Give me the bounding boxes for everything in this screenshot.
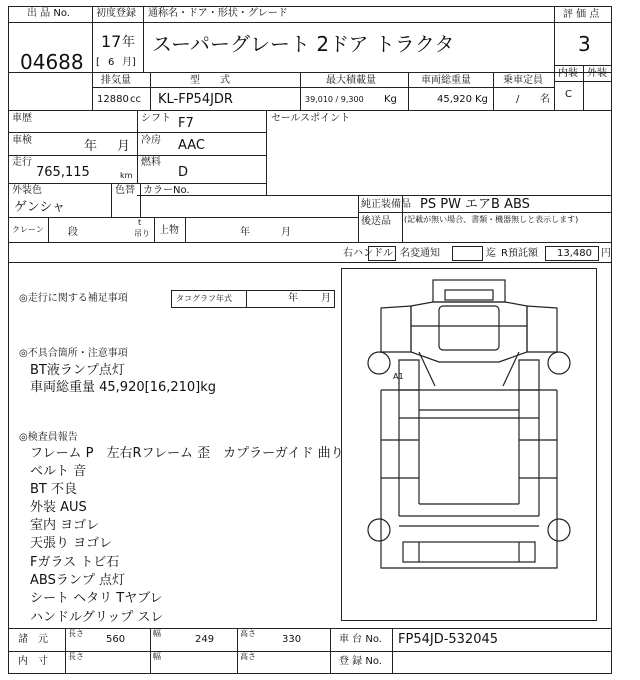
inner-height-label: 高さ [240,652,256,661]
color-change-label: 色替 [115,185,135,196]
mileage-label: 走行 [12,157,32,168]
model-name-label: 通称名・ドア・形状・グレード [148,8,288,19]
tacho-month: 月 [321,293,331,304]
model-code: KL-FP54JDR [158,92,233,107]
right-hand-drive: 右ハンドル [343,248,393,259]
history-label: 車歴 [12,113,32,124]
max-load-unit: Kg [384,94,397,105]
mileage: 765,115 [36,165,90,180]
defect-title: ◎不具合箇所・注意事項 [19,348,128,359]
tacho-year: 年 [288,293,298,304]
crane-ton: 吊り [134,229,150,238]
dims-label: 諸 元 [18,634,48,645]
shift: F7 [178,116,194,131]
name-change-label: 名変通知 [400,248,440,259]
displacement: 12880 [97,94,129,105]
width-label: 幅 [153,629,161,638]
lot-label: 出 品 No. [27,8,70,19]
height-label: 高さ [240,629,256,638]
length-label: 長さ [68,629,84,638]
first-reg-year-unit: 年 [122,35,136,50]
mileage-unit: km [120,171,133,180]
model-code-label: 型 式 [190,75,230,86]
height: 330 [282,634,302,645]
recycle-label: R預託額 [501,248,538,259]
chassis-label: 車 台 No. [339,634,382,645]
color: ゲンシャ [14,200,66,215]
inspector-title: ◎検査員報告 [19,432,78,443]
gross-weight-unit: Kg [475,94,488,105]
registration-label: 登 録 No. [339,656,382,667]
first-reg-month-unit: 月] [122,57,136,68]
report-line: Fガラス トビ石 [30,555,120,570]
recycle-unit: 円 [601,248,611,259]
inspection-label: 車検 [12,135,32,146]
driving-notes-title: ◎走行に関する補足事項 [19,293,128,304]
capacity-unit: 名 [540,94,550,105]
capacity: / [516,94,520,105]
first-reg-year: 17 [101,32,122,51]
lot-number: 04688 [20,50,84,74]
displacement-unit: cc [130,94,141,105]
fuel: D [178,165,189,180]
report-line: フレーム P 左右Rフレーム 歪 カプラーガイド 曲り [30,446,344,461]
interior-grade: C [565,89,572,100]
body-year: 年 [240,227,250,238]
body-label: 上物 [159,225,179,236]
gross-weight: 45,920 [437,94,472,105]
shift-label: シフト [141,113,171,124]
report-line: BT 不良 [30,482,77,497]
score: 3 [578,32,591,56]
fuel-label: 燃料 [141,157,161,168]
body-month: 月 [281,227,291,238]
report-line: ABSランプ 点灯 [30,573,125,588]
color-no-label: カラーNo. [143,185,190,196]
report-line: 室内 ヨゴレ [30,518,100,533]
report-line: 外装 AUS [30,500,87,515]
score-label: 評 価 点 [563,9,600,20]
recycle-amount: 13,480 [557,248,592,259]
inspection-month: 月 [117,139,131,154]
displacement-label: 排気量 [101,75,131,86]
report-line: シート ヘタリ Tヤブレ [30,591,163,606]
inner-length-label: 長さ [68,652,84,661]
defect-item: 車両総重量 45,920[16,210]kg [30,380,217,395]
capacity-label: 乗車定員 [503,75,543,86]
ac: AAC [178,138,205,153]
inner-width-label: 幅 [153,652,161,661]
ac-label: 冷房 [141,135,161,146]
truck-diagram [341,268,597,621]
notice-label: 迄 [486,248,496,259]
crane-stage: 段 [68,227,78,238]
exterior-grade-label: 外装 [587,68,607,79]
width: 249 [195,634,215,645]
crane-ton-unit: t [138,218,142,227]
inspection-year: 年 [84,139,98,154]
equipment: PS PW エアB ABS [420,197,530,212]
first-reg-label: 初度登録 [96,8,136,19]
month-open: [ [96,57,100,68]
interior-grade-label: 内装 [558,68,578,79]
crane-label: クレーン [12,225,44,234]
chassis-number: FP54JD-532045 [398,632,499,647]
inner-dims-label: 内 寸 [18,656,48,667]
max-load-label: 最大積載量 [326,75,376,86]
model-name: スーパーグレート 2ドア トラクタ [152,32,455,56]
first-reg-month: 6 [108,57,115,68]
color-label: 外装色 [12,185,42,196]
length: 560 [106,634,126,645]
sales-point-label: セールスポイント [271,113,351,124]
parts-label: 後送品 [361,216,391,227]
tacho-label: タコグラフ年式 [176,294,232,303]
report-line: ハンドルグリップ スレ [30,610,164,625]
defect-item: BT液ランプ点灯 [30,363,125,378]
diagram-mark: A1 [393,372,404,381]
report-line: ベルト 音 [30,464,87,479]
parts-note: (記載が無い場合、書類・機器無しと表示します) [404,215,579,224]
gross-weight-label: 車両総重量 [421,75,471,86]
max-load: 39,010 / 9,300 [305,95,364,104]
report-line: 天張り ヨゴレ [30,536,113,551]
equipment-label: 純正装備品 [361,199,411,210]
